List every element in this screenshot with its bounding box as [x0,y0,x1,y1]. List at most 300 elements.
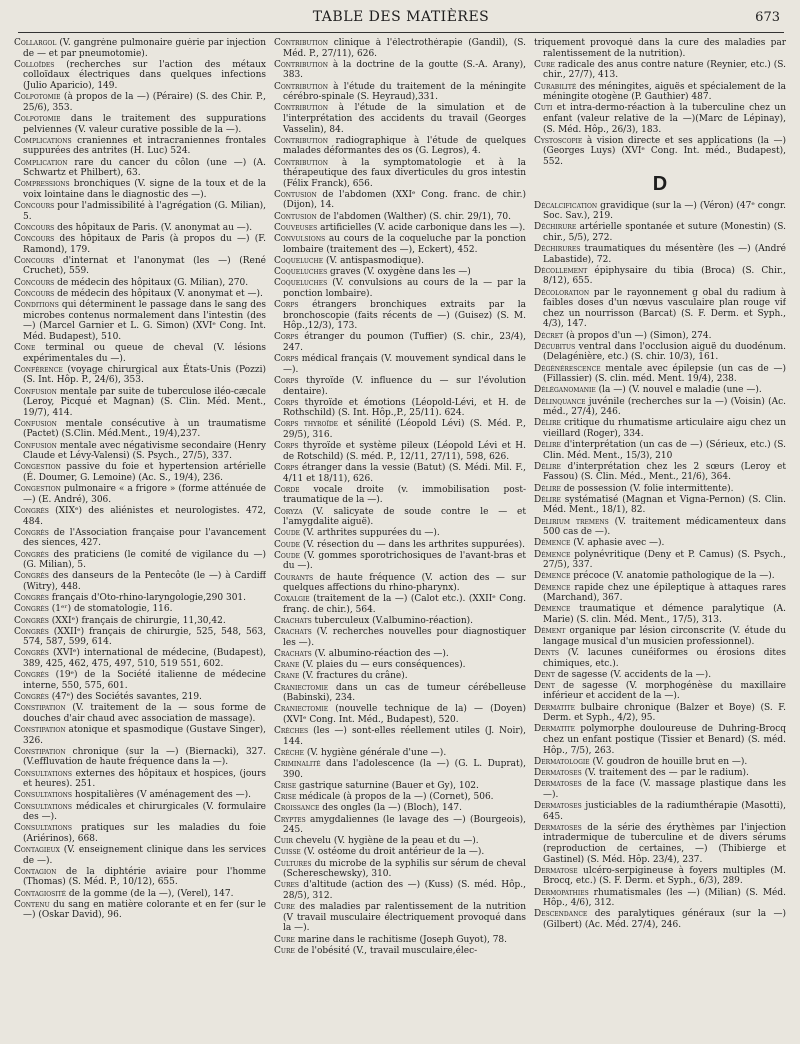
index-headword: Consultations [14,790,73,801]
index-entry [274,398,526,419]
index-entry [274,212,526,223]
index-headword: Colpotomie [14,92,61,103]
index-entry-text: des paralytiques généraux (sur la —) (Gilbert) (Ac. Méd. 27/4), 246. [543,909,786,930]
index-entry [274,748,526,759]
index-entry [274,792,526,803]
index-headword: Contribution [274,157,328,168]
index-headword: Cuisse [274,847,301,858]
index-entry [274,234,526,255]
index-headword: Délire [534,494,561,505]
index-entry [14,92,266,113]
index-entry-text: artificielles (V. acide carbonique dans les —). [317,222,526,233]
index-headword: Dermatoses [534,779,582,790]
index-entry-text: de sagesse (V. accidents de la —). [554,669,712,680]
index-headword: Concours [14,222,55,233]
index-entry-text: ulcéro-serpigineuse à foyers multiples (M. Brocq, etc.) (S. F. Derm. et Syph., 6/3), 289. [543,865,786,887]
index-entry [14,256,266,277]
index-entry [274,38,526,59]
index-entry [534,550,786,571]
index-entry-text: des hôpitaux de Paris (à propos du —) (F. Ramond), 179. [23,234,266,255]
index-entry [14,889,266,900]
index-headword: Dents [534,647,559,658]
index-entry [14,593,266,604]
index-entry [534,38,786,59]
index-headword: Démence [534,571,571,582]
index-entry [14,692,266,703]
index-entry [274,902,526,934]
index-headword: Congrès [14,549,49,560]
index-entry-text: (XVIᵉ) international de médecine, (Budapest), 389, 425, 462, 475, 497, 510, 519 551, 602. [23,648,266,670]
index-entry [534,331,786,342]
index-headword: Congestion [14,462,61,473]
index-column-2 [274,38,526,1038]
index-entry [534,222,786,243]
index-entry [14,289,266,300]
index-entry-text: (V. enseignement clinique dans les services de —). [23,845,266,866]
index-entry-text: (XIXᵉ) des aliénistes et neurologistes. 472, 484. [23,506,266,527]
index-entry-text: de la série des érythèmes par l'injection intradermique de tuberculine et de divers sérums (reproduction de certaines, —) (Thibierge et Gastinel) (S. Méd. Hôp. 23/4), 237. [543,822,786,865]
index-entry [274,223,526,234]
index-entry-text: craniennes et intracraniennes frontales suppurées des antrites (H. Luc) 524. [23,135,266,157]
index-headword: Dermatite [534,702,576,713]
index-entry-text: (1ᵉʳ) de stomatologie, 116. [48,604,173,615]
index-headword: Criminalité [274,759,321,770]
index-entry-text: (voyage chirurgical aux États-Unis (Pozzi) (S. Int. Hôp. P., 24/6), 353. [23,364,266,386]
index-headword: Congestion [14,484,61,495]
index-entry-text: rhumatismales (les —) (Milian) (S. Méd. Hôp., 4/6), 312. [543,887,786,909]
index-entry [14,604,266,615]
index-entry-text: pour l'admissibilité à l'agrégation (G. Milian), 5. [23,201,266,222]
index-entry [274,627,526,648]
index-entry-text: au cours de la coqueluche par la ponction lombaire (traitement des —), Eckert), 452. [283,234,526,255]
index-entry [274,803,526,814]
index-headword: Corps [274,375,299,386]
index-entry [534,648,786,669]
index-headword: Délinquance [534,396,586,407]
index-entry-text: épiphysaire du tibia (Broca) (S. Chir., 8/12), 655. [543,265,786,287]
index-entry-text: (V. fractures du crâne). [299,671,408,682]
index-headword: Crachats [274,627,312,638]
index-headword: Dermopathies [534,887,589,898]
index-entry-text: de la face (V. massage plastique dans les —). [543,779,786,800]
index-entry [14,136,266,157]
index-entry-text: à la doctrine de la goutte (S.-A. Arany), 383. [283,59,526,81]
index-headword: Coqueluches [274,267,328,277]
index-entry-text: (recherches sur l'action des métaux colloïdaux électriques dans quelques infections (Julio Aparicio), 149. [23,59,266,91]
index-entry [14,179,266,200]
index-headword: Colpotomie [14,113,61,124]
entries-letter-c-end [534,38,786,168]
index-entry-text: de sagesse (V. morphogénèse du maxillaire inférieur et accident de la —). [543,680,786,702]
index-entry [274,836,526,847]
index-headword: Congrès [14,615,49,626]
index-entry-text: (XXIᵉ) français de chirurgie, 11,30,42. [48,615,226,626]
index-entry-text: (V. convulsions au cours de la — par la ponction lombaire). [283,278,526,299]
index-headword: Congrès [14,670,49,681]
index-headword: Décubitus [534,341,576,352]
index-entry-text: (V. goudron de houille brut en —). [589,756,748,767]
index-entry-text: médicales et chirurgicales (V. formulaire des —). [23,801,266,823]
index-entry [274,880,526,901]
index-entry [534,768,786,779]
index-entry [274,946,526,957]
index-entry [534,342,786,363]
index-entry [534,60,786,81]
index-headword: Coqueluche [274,255,324,266]
index-entry-text: des danseurs de la Pentecôte (le —) à Cardiff (Witry), 448. [23,571,266,592]
index-headword: Contusion [274,189,317,200]
index-entry-text: de médecin des hôpitaux (V. anonymat et —). [54,288,263,299]
index-entry [534,909,786,930]
index-entry [274,82,526,103]
index-entry-text: (V. albumino-réaction des —). [311,649,449,660]
index-entry [534,397,786,418]
index-entry [534,82,786,103]
index-entry [14,790,266,801]
index-headword: Cure [274,902,295,913]
index-entry [274,759,526,780]
section-letter-d: D [652,172,668,195]
index-entry [274,60,526,81]
index-entry-text: (V. gommes sporotrichosiques de l'avant-bras et du —). [283,550,526,572]
index-entry [274,419,526,440]
index-headword: Contribution [274,103,328,114]
index-headword: Corps [274,299,299,310]
index-entry [274,704,526,725]
index-headword: Crise [274,780,297,791]
index-entry [274,594,526,615]
index-entry [534,670,786,681]
index-entry [274,847,526,858]
index-entry-text: critique du rhumatisme articulaire aigu chez un vieillard (Roger), 334. [543,418,786,439]
index-entry [534,888,786,909]
index-entry-text: chevelu (V. hygiène de la peau et du —). [292,836,479,847]
index-entry-text: (47ᵉ) des Sociétés savantes, 219. [48,692,202,703]
index-headword: Craniectomie [274,682,329,693]
index-column-3 [534,38,786,1038]
index-headword: Dermatoses [534,800,582,811]
index-entry [14,300,266,342]
index-entry [14,802,266,823]
index-entry-text: qui déterminent le passage dans le sang des microbes contenus normalement dans l'intestin (des —) (Marcel Garnier et L. G. Simon) (XVIᵉ Cong. Int. Méd. Budapest), 510. [23,299,266,342]
index-entry-text: thyroïde et émotions (Léopold-Lévi, et H. de Rothschild) (S. Int. Hôp.,P., 25/11). 624. [283,397,526,419]
index-headword: Congrès [14,604,49,615]
index-headword: Coude [274,550,301,561]
index-headword: Décalcification [534,200,598,211]
index-entry [14,550,266,571]
index-headword: Contagiosité [14,888,67,899]
index-entry [14,627,266,648]
index-headword: Crachats [274,616,312,627]
index-entry-text: des hôpitaux de Paris. (V. anonymat au —). [54,222,253,233]
index-entry [274,332,526,353]
index-entry-text: bulbaire chronique (Balzer et Boye) (S. F. Derm. et Syph., 4/2), 95. [543,702,786,724]
index-headword: Convulsions [274,234,326,245]
index-entry [274,859,526,880]
index-headword: Cultures [274,858,312,869]
index-entry [274,463,526,484]
index-entry [14,234,266,255]
index-entry-text: radiographique à l'étude de quelques malades déformantes des os (G. Legros), 4. [283,135,526,157]
index-headword: Cures [274,880,299,891]
index-entry-text: médicale (à propos de la —) (Cornet), 506. [296,792,494,803]
index-entry [534,462,786,483]
index-entry [274,507,526,528]
index-entry-text: thyroïde (V. influence du — sur l'évolution dentaire). [283,375,526,397]
index-headword: Cure [274,945,295,956]
index-entry-text: des ongles (la —) (Bloch), 147. [319,803,462,814]
index-headword: Craniectomie [274,704,329,715]
index-entry [534,244,786,265]
index-headword: Crise [274,792,297,803]
index-headword: Cryptes [274,814,306,825]
index-headword: Constipation [14,703,66,714]
index-headword: Cone [14,342,36,353]
index-entry [274,573,526,594]
index-entry-text: bronchiques (V. signe de la toux et de la voix lointaine dans le diagnostic des —). [23,179,266,200]
index-headword: Couveuses [274,222,318,233]
index-headword: Dermatoses [534,822,582,833]
index-headword: Contagieux [14,845,60,856]
index-entry-text: des méningites, aiguës et spécialement de la méningite otogène (P. Gauthier) 487. [543,81,786,103]
index-entry-text: (les —) sont-elles réellement utiles (J. Noir), 144. [283,726,526,747]
index-entry-text: traumatique et démence paralytique (A. Marie) (S. clin. Méd. Ment., 17/5), 313. [543,604,786,625]
index-entry [274,781,526,792]
index-entry [274,671,526,682]
index-entry [274,660,526,671]
index-headword: Dent [534,680,555,691]
index-entry-text: dans l'adolescence (la —) (G. L. Duprat), 390. [283,759,526,780]
index-entry [14,343,266,364]
index-entry [534,385,786,396]
index-entry [534,757,786,768]
index-entry [14,387,266,419]
index-entry-text: organique par lésion circonscrite (V. étude du langage musical d'un musicien professionnel). [543,626,786,647]
index-entry-text: (V. plaies du — eurs conséquences). [299,660,466,671]
index-entry-text: de l'obésité (V., travail musculaire,élec- [294,945,478,956]
index-entry-text: médical français (V. mouvement syndical dans le —). [283,354,526,375]
index-headword: Consultations [14,823,73,834]
index-entry-text: de l'abdomen (Walther) (S. chir. 29/1), 70. [316,211,511,222]
index-headword: Confusion [14,386,57,397]
index-entry [14,462,266,483]
index-entry [534,626,786,647]
index-entry-text: (V. traitement de la — sous forme de douches d'air chaud avec association de massage). [23,703,266,724]
index-entry-text: mentale par suite de tuberculose iléo-cæcale (Leroy, Picqué et Magnan) (S. Clin. Méd. Ment., 19/7), 414. [23,386,266,418]
index-headword: Confusion [14,418,57,429]
index-entry [274,683,526,704]
index-entry-text: graves (V. oxygène dans les —) [327,267,471,277]
index-entry-text: (à propos d'un —) (Simon), 274. [563,330,712,341]
index-headword: Délire [534,440,561,451]
index-entry-text: traumatiques du mésentère (les —) (André Labastide), 72. [543,244,786,265]
index-entry-text: par le rayonnement g obal du radium à faibles doses d'un nœvus vasculaire plan rouge vif chez un nourrisson (Barcat) (S. F. Derm. et Syph., 4/3), 147. [543,287,786,330]
index-entry-text: clinique à l'électrothérapie (Gandil), (S. Méd. P., 27/11), 626. [283,38,526,59]
index-entry-text: (à propos de la —) (Péraire) (S. des Chir. P., 25/6), 353. [23,92,266,113]
index-headword: Décret [534,330,564,341]
index-entry-text: polynévritique (Deny et P. Camus) (S. Psych., 27/5), 337. [543,549,786,571]
index-headword: Conférence [14,364,63,375]
index-entry [534,288,786,330]
index-headword: Concours [14,288,55,299]
index-entry [534,266,786,287]
index-entry [534,495,786,516]
index-entry [274,649,526,660]
index-entry [274,256,526,267]
index-entry [274,190,526,211]
index-entry [274,551,526,572]
index-headword: Contribution [274,135,328,146]
index-entry-text: (V. traitement médicamenteux dans 500 cas de —). [543,516,786,538]
index-entry-text: et intra-dermo-réaction à la tuberculine chez un enfant (valeur relative de la —)(Marc de Lépinay), (S. Méd. Hôp., 26/3), 183. [543,103,786,135]
index-entry [534,703,786,724]
index-entry [14,845,266,866]
index-columns [14,38,786,1038]
index-headword: Déléganomanie [534,385,596,396]
index-entry-text: (V. salicyate de soude contre le — et l'amygdalite aiguë). [283,506,526,528]
index-entry-text: pratiques sur les maladies du foie (Ariérinos), 668. [23,823,266,844]
index-headword: Démence [534,582,571,593]
index-entry-text: rapide chez une épileptique à attaques rares (Marchand), 367. [543,582,786,604]
index-entry-text: systématisé (Magnan et Vigna-Pernon) (S. Clin. Méd. Ment., 18/1), 82. [543,494,786,516]
index-entry [534,604,786,625]
index-headword: Consultations [14,801,73,812]
index-entry [534,823,786,865]
index-entry-text: mentale avec épilepsie (un cas de —) (Fillassier) (S. clin. méd. Ment. 19/4), 238. [543,363,786,385]
index-entry [274,103,526,135]
index-entry-text: radicale des anus contre nature (Reynier, etc.) (S. chir., 27/7), 413. [543,59,786,81]
index-entry [534,538,786,549]
index-entry-text: terminal ou queue de cheval (V. lésions expérimentales du —). [23,342,266,364]
index-entry-text: (19ᵉ) de la Société italienne de médecine interne, 550, 575, 601. [23,670,266,691]
index-entry [14,278,266,289]
index-headword: Congrès [14,506,49,516]
index-entry-text: juvénile (recherches sur la —) (Voisin) (Ac. méd., 27/4), 246. [543,396,786,418]
index-entry-text: tuberculeux (V.albumino-réaction). [311,616,474,627]
index-headword: Crane [274,671,300,682]
index-entry [14,223,266,234]
index-headword: Délire [534,461,561,472]
index-entry [14,648,266,669]
index-entry-text: gastrique saturnine (Bauer et Gy), 102. [296,780,479,791]
index-entry [534,440,786,461]
index-entry [14,528,266,549]
index-entry-text: vocale droite (v. immobilisation post-traumatique de la —). [283,484,526,506]
index-entry-text: justiciables de la radiumthérapie (Masotti), 645. [543,800,786,822]
index-headword: Congrès [14,593,49,604]
index-entry-text: ventral dans l'occlusion aiguë du duodénum. (Delagénière, etc.) (S. chir. 10/3), 161. [543,341,786,363]
index-headword: Conditions [14,299,59,310]
index-entry [274,441,526,462]
index-entry [534,571,786,582]
index-entry [274,616,526,627]
index-headword: Complication [14,157,68,168]
index-entry-text: marine dans le rachitisme (Joseph Guyot), 78. [294,934,508,945]
index-entry-text: et sénilité (Léopold Lévi) (S. Méd. P., 29/5), 316. [283,419,526,441]
index-headword: Constipation [14,725,66,735]
index-entry [14,900,266,921]
index-entry-text: gravidique (sur la —) (Véron) (47ᵉ congr. Soc. Sav.), 219. [543,200,786,222]
index-entry-text: d'interprétation (un cas de —) (Sérieux, etc.) (S. Clin. Méd. Ment., 15/3), 210 [543,440,786,461]
index-headword: Déchirures [534,244,581,255]
index-entry-text: du sang en matière colorante et en fer (sur le —) (Oskar David), 96. [23,899,266,921]
index-headword: Congrès [14,648,49,659]
index-entry-text: français d'Oto-rhino-laryngologie,290 301. [48,593,247,604]
index-entry-text: dans le traitement des suppurations pelviennes (V. valeur curative possible de la —). [23,113,266,135]
index-entry [14,670,266,691]
index-entry [14,114,266,135]
index-headword: Crane [274,660,300,671]
index-headword: Dent [534,669,555,680]
entries-letter-d [534,201,786,931]
index-headword: Cuir [274,836,293,847]
index-entry [274,726,526,747]
index-entry-text: de la diphtérie aviaire pour l'homme (Thomas) (S. Méd. P., 10/12), 655. [23,866,266,888]
index-headword: Corps [274,397,299,408]
index-entry-text: (V. hygiène générale d'une —). [304,747,447,758]
index-entry [14,747,266,768]
page-header [18,6,784,33]
index-entry-text: (V. antispasmodique). [323,255,424,266]
index-headword: Coqueluches [274,278,328,289]
index-headword: Coude [274,528,301,539]
index-entry [534,136,786,168]
index-headword: Dégénérescence [534,363,601,374]
index-entry [534,866,786,887]
index-headword: Corps [274,354,299,365]
index-entry-text: à vision directe et ses applications (la —) (Georges Luys) (XVIᵉ Cong. Int. méd., Budapest), 552. [543,135,786,167]
index-headword: Démence [534,604,571,615]
index-headword: Dermatoses [534,768,582,778]
index-headword: Délire [534,483,561,494]
index-headword: Croissance [274,803,320,814]
index-entry-text: (V. ostéome du droit antérieur de la —). [300,847,485,858]
index-entry [274,300,526,332]
index-headword: Cuti [534,103,553,114]
index-entry-text: de haute fréquence (V. action des — sur quelques affections du rhino-pharynx). [283,572,526,594]
index-entry [534,517,786,538]
index-entry-text: amygdaliennes (le lavage des —) (Bourgeois), 245. [283,814,526,836]
index-headword: Contenu [14,899,50,910]
index-entry-text: de l'Association française pour l'avancement des siences, 427. [23,527,266,549]
index-entry-text: de l'abdomen (XXIᵉ Cong. franc. de chir.) (Dijon), 14. [283,189,526,211]
index-entry-text: étrangers bronchiques extraits par la bronchoscopie (faits récents de —) (Guisez) (S. M. Hôp.,12/3), 173. [283,299,526,332]
index-headword: Cure [534,59,555,70]
index-entry-text: mentale consécutive à un traumatisme (Pactet) (S.Clin. Méd.Ment., 19/4),237. [23,418,266,440]
index-entry-text: (V. gangrène pulmonaire guérie par injection de — et par pneumotomie). [23,38,266,59]
index-entry-text: des maladies par ralentissement de la nutrition (V travail musculaire électriquement provoqué dans la —). [283,902,526,934]
index-entry [274,485,526,506]
index-entry-text: hospitalières (V aménagement des —). [72,790,251,801]
index-headword: Corde [274,484,300,495]
index-entry [14,484,266,505]
index-entry [274,354,526,375]
index-entry-text: artérielle spontanée et suture (Monestin) (S. chir., 5/5), 272. [543,222,786,243]
index-headword: Concours [14,255,55,266]
index-headword: Démence [534,549,571,560]
index-entry-text: étranger dans la vessie (Batut) (S. Médi. Mil. F., 4/11 et 18/11), 626. [283,463,526,484]
index-entry-text: rare du cancer du côlon (une —) (A. Schwartz et Philbert), 63. [23,157,266,179]
index-entry-text: thyroïde et système pileux (Léopold Lévi et H. de Rotschild) (S. méd. P., 12/11, 27/11), 598, 626. [283,441,526,462]
index-headword: Contagion [14,866,57,877]
index-entry [534,418,786,439]
index-headword: Corps [274,441,299,452]
index-headword: Delirium tremens [534,516,609,527]
index-entry-text: précoce (V. anatomie pathologique de la —). [570,571,775,582]
index-entry-text: à la symptomatologie et à la thérapeutique des faux diverticules du gros intestin (Félix Franck), 656. [283,157,526,189]
index-entry [534,801,786,822]
index-entry [534,484,786,495]
